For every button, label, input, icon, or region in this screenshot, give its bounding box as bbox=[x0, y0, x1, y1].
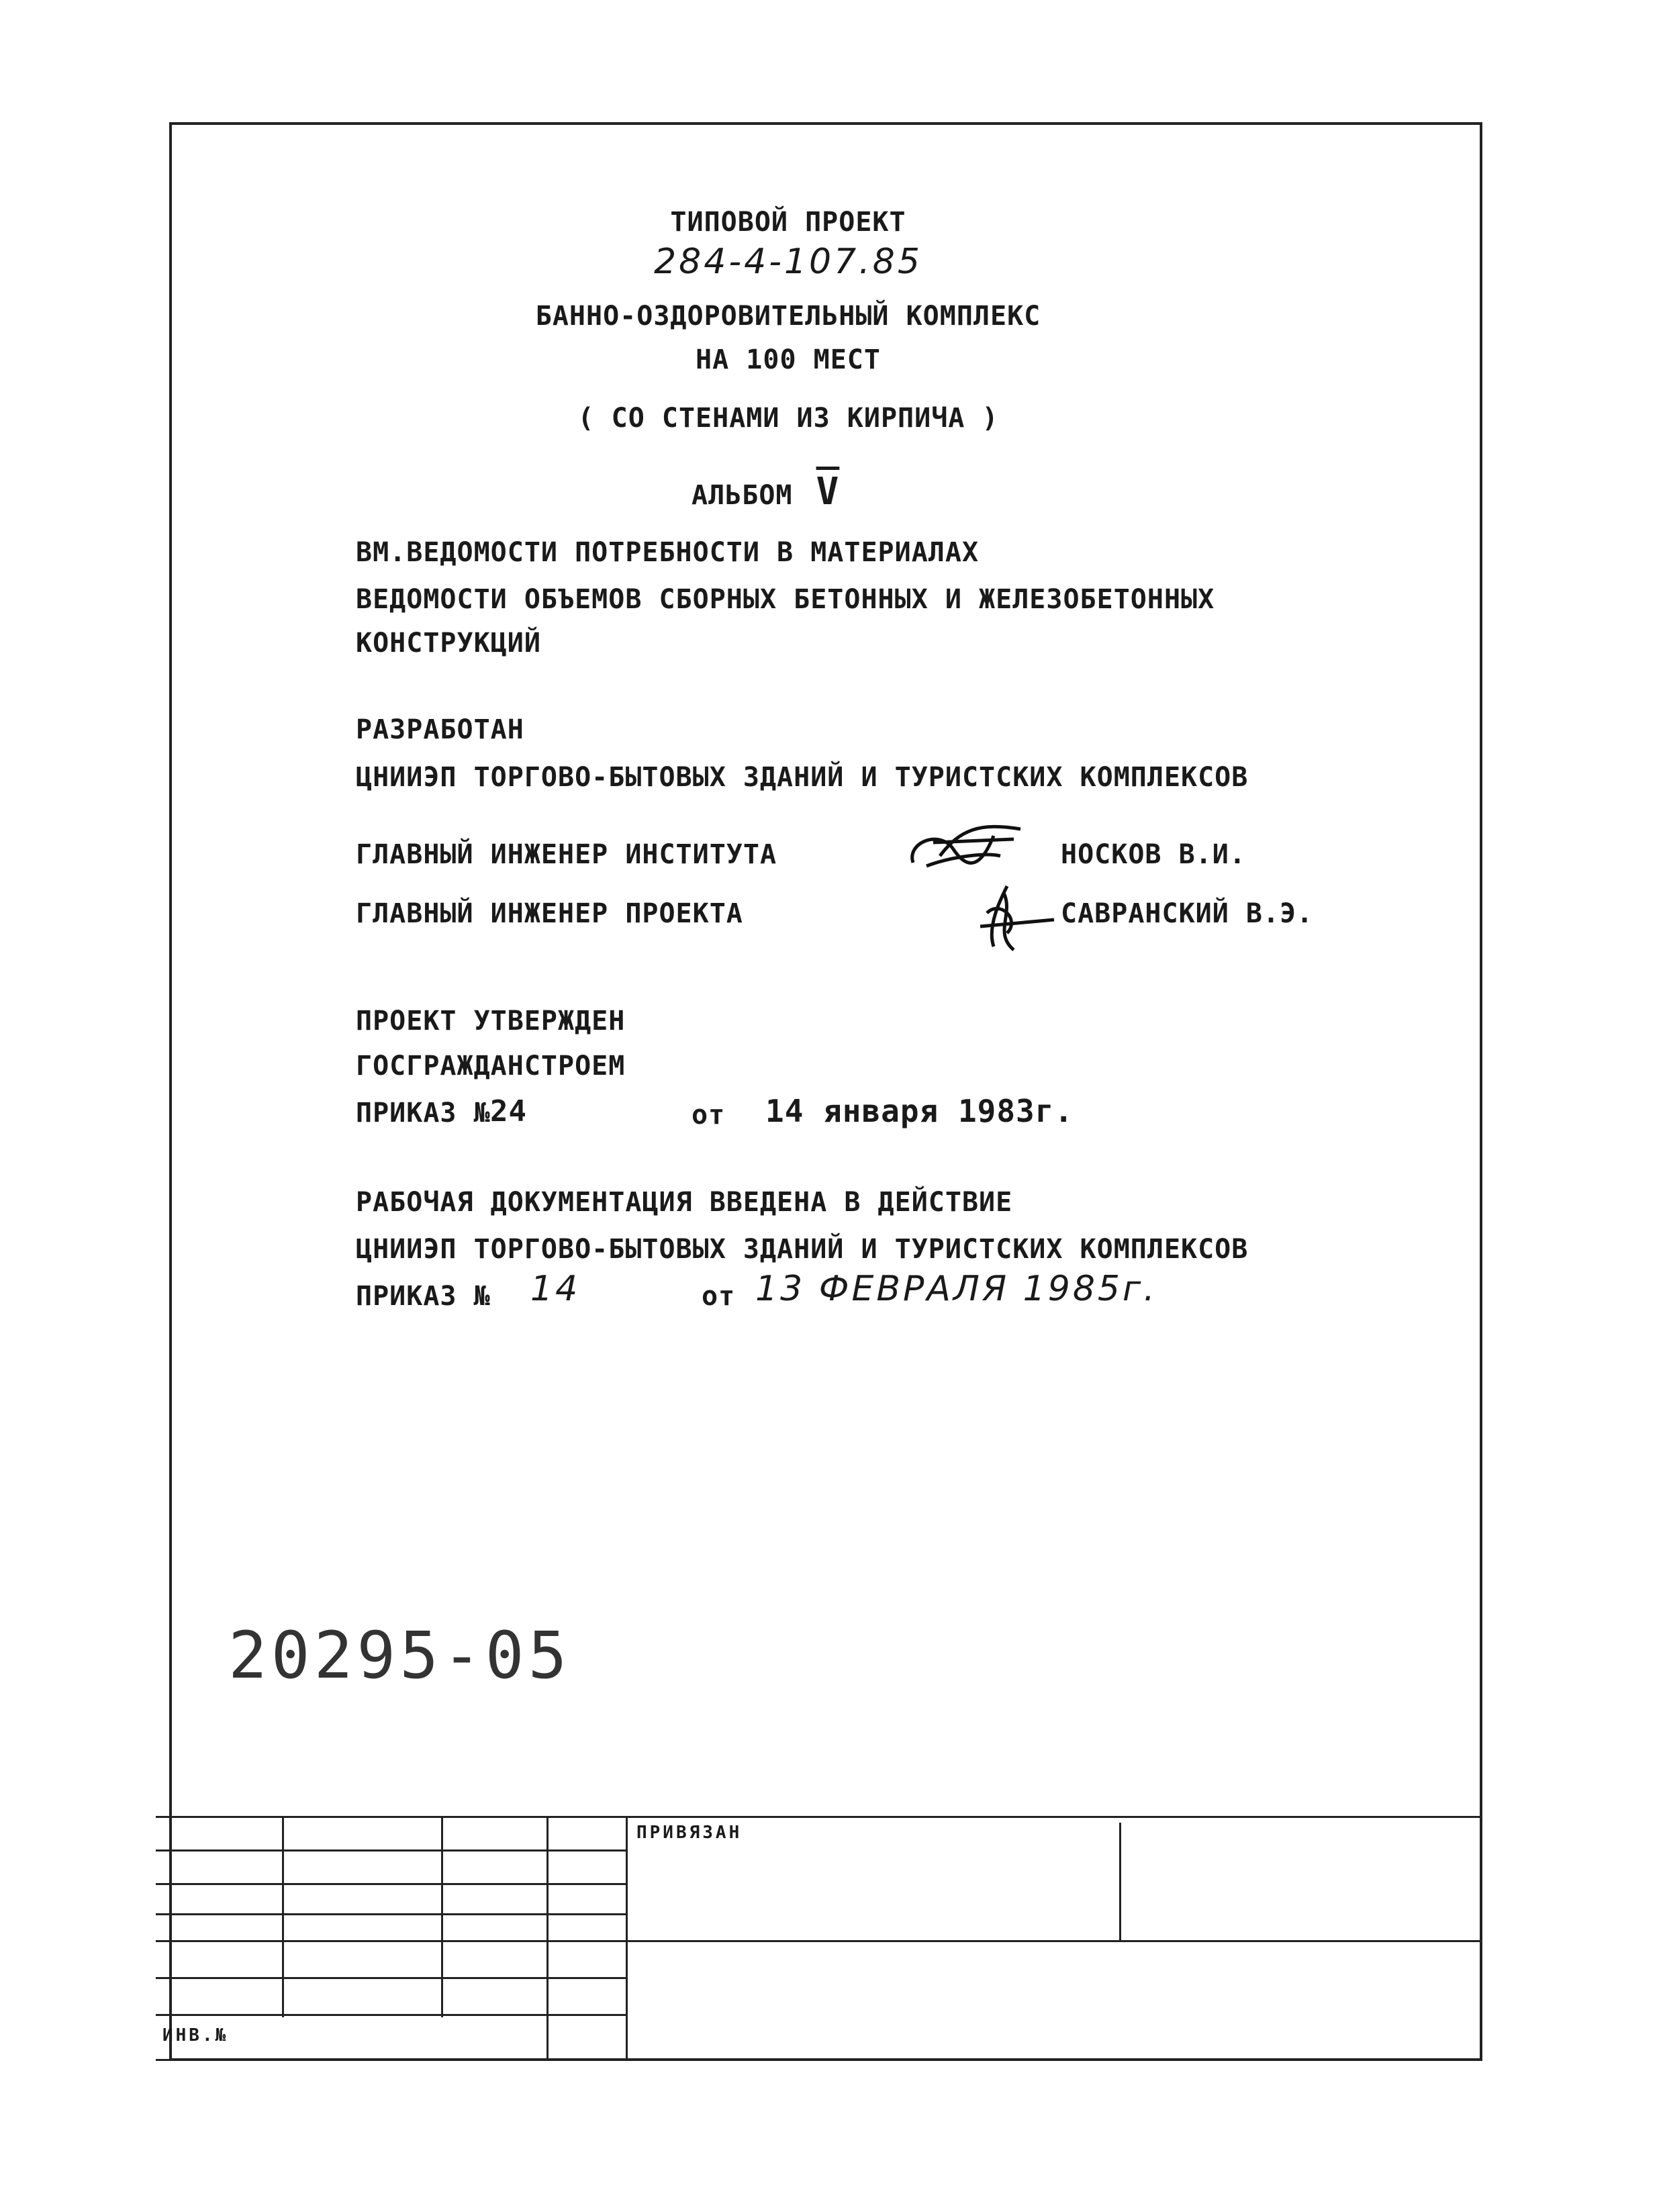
tb-row-line-1 bbox=[156, 1849, 626, 1852]
contents-line-1: ВМ.ВЕДОМОСТИ ПОТРЕБНОСТИ В МАТЕРИАЛАХ bbox=[356, 537, 980, 568]
tb-row-line-2 bbox=[156, 1883, 626, 1885]
project-variant: ( СО СТЕНАМИ ИЗ КИРПИЧА ) bbox=[577, 403, 999, 434]
approved-line-1: ПРОЕКТ УТВЕРЖДЕН bbox=[356, 1006, 626, 1037]
tb-top-line bbox=[156, 1816, 1482, 1818]
role-chief-engineer-institute: ГЛАВНЫЙ ИНЖЕНЕР ИНСТИТУТА bbox=[356, 839, 777, 870]
approved-order-number: 24 bbox=[490, 1094, 527, 1128]
enacted-line-1: РАБОЧАЯ ДОКУМЕНТАЦИЯ ВВЕДЕНА В ДЕЙСТВИЕ bbox=[356, 1187, 1013, 1218]
project-title: БАННО-ОЗДОРОВИТЕЛЬНЫЙ КОМПЛЕКС bbox=[535, 301, 1041, 332]
stamp-number: 20295-05 bbox=[228, 1618, 571, 1693]
approved-order-label: ПРИКАЗ № bbox=[356, 1098, 491, 1128]
contents-line-2: ВЕДОМОСТИ ОБЪЕМОВ СБОРНЫХ БЕТОННЫХ И ЖЕЛЕЗОБЕТОННЫХ bbox=[356, 584, 1215, 615]
role-chief-engineer-project: ГЛАВНЫЙ ИНЖЕНЕР ПРОЕКТА bbox=[356, 898, 743, 929]
album-label: АЛЬБОМ bbox=[692, 480, 793, 511]
album-title bbox=[692, 470, 839, 514]
approved-date: 14 января 1983г. bbox=[765, 1093, 1074, 1129]
doc-type: ТИПОВОЙ ПРОЕКТ bbox=[670, 207, 906, 238]
contents-line-3: КОНСТРУКЦИЙ bbox=[356, 628, 541, 659]
name-noskov: НОСКОВ В.И. bbox=[1061, 839, 1246, 870]
tb-col-line-3 bbox=[546, 1816, 549, 2059]
enacted-order-number: 14 bbox=[530, 1269, 581, 1309]
album-number: $\overline{V}$ bbox=[816, 470, 840, 514]
inventory-label: ИНВ.№ bbox=[162, 2025, 229, 2046]
enacted-date: 13 ФЕВРАЛЯ 1985г. bbox=[755, 1269, 1157, 1309]
tb-col-line-1 bbox=[282, 1816, 284, 2017]
tb-col-line-5 bbox=[1119, 1823, 1121, 1940]
title-block bbox=[156, 1816, 1482, 2061]
tb-bottom-line bbox=[156, 2059, 1482, 2061]
developed-label: РАЗРАБОТАН bbox=[356, 714, 524, 745]
tb-col-line-4 bbox=[626, 1816, 628, 2059]
tb-row-line-5 bbox=[156, 1977, 626, 1979]
signature-savransky-icon bbox=[967, 873, 1061, 960]
project-number: 284-4-107.85 bbox=[654, 242, 922, 282]
approved-line-2: ГОСГРАЖДАНСТРОЕМ bbox=[356, 1051, 626, 1081]
developed-org: ЦНИИЭП ТОРГОВО-БЫТОВЫХ ЗДАНИЙ И ТУРИСТСКИХ КОМПЛЕКСОВ bbox=[356, 762, 1249, 793]
attached-label: ПРИВЯЗАН bbox=[636, 1823, 743, 1843]
enacted-date-from: от bbox=[702, 1281, 736, 1312]
approved-date-from: от bbox=[692, 1100, 726, 1131]
name-savransky: САВРАНСКИЙ В.Э. bbox=[1061, 898, 1314, 929]
tb-row-line-3 bbox=[156, 1913, 626, 1915]
enacted-order-label: ПРИКАЗ № bbox=[356, 1281, 491, 1312]
enacted-org: ЦНИИЭП ТОРГОВО-БЫТОВЫХ ЗДАНИЙ И ТУРИСТСКИХ КОМПЛЕКСОВ bbox=[356, 1234, 1249, 1265]
tb-row-line-4 bbox=[156, 1940, 1482, 1942]
signature-noskov-icon bbox=[900, 816, 1034, 876]
tb-col-line-2 bbox=[441, 1816, 443, 2017]
tb-row-line-6 bbox=[156, 2014, 626, 2016]
project-capacity: НА 100 МЕСТ bbox=[696, 344, 881, 375]
